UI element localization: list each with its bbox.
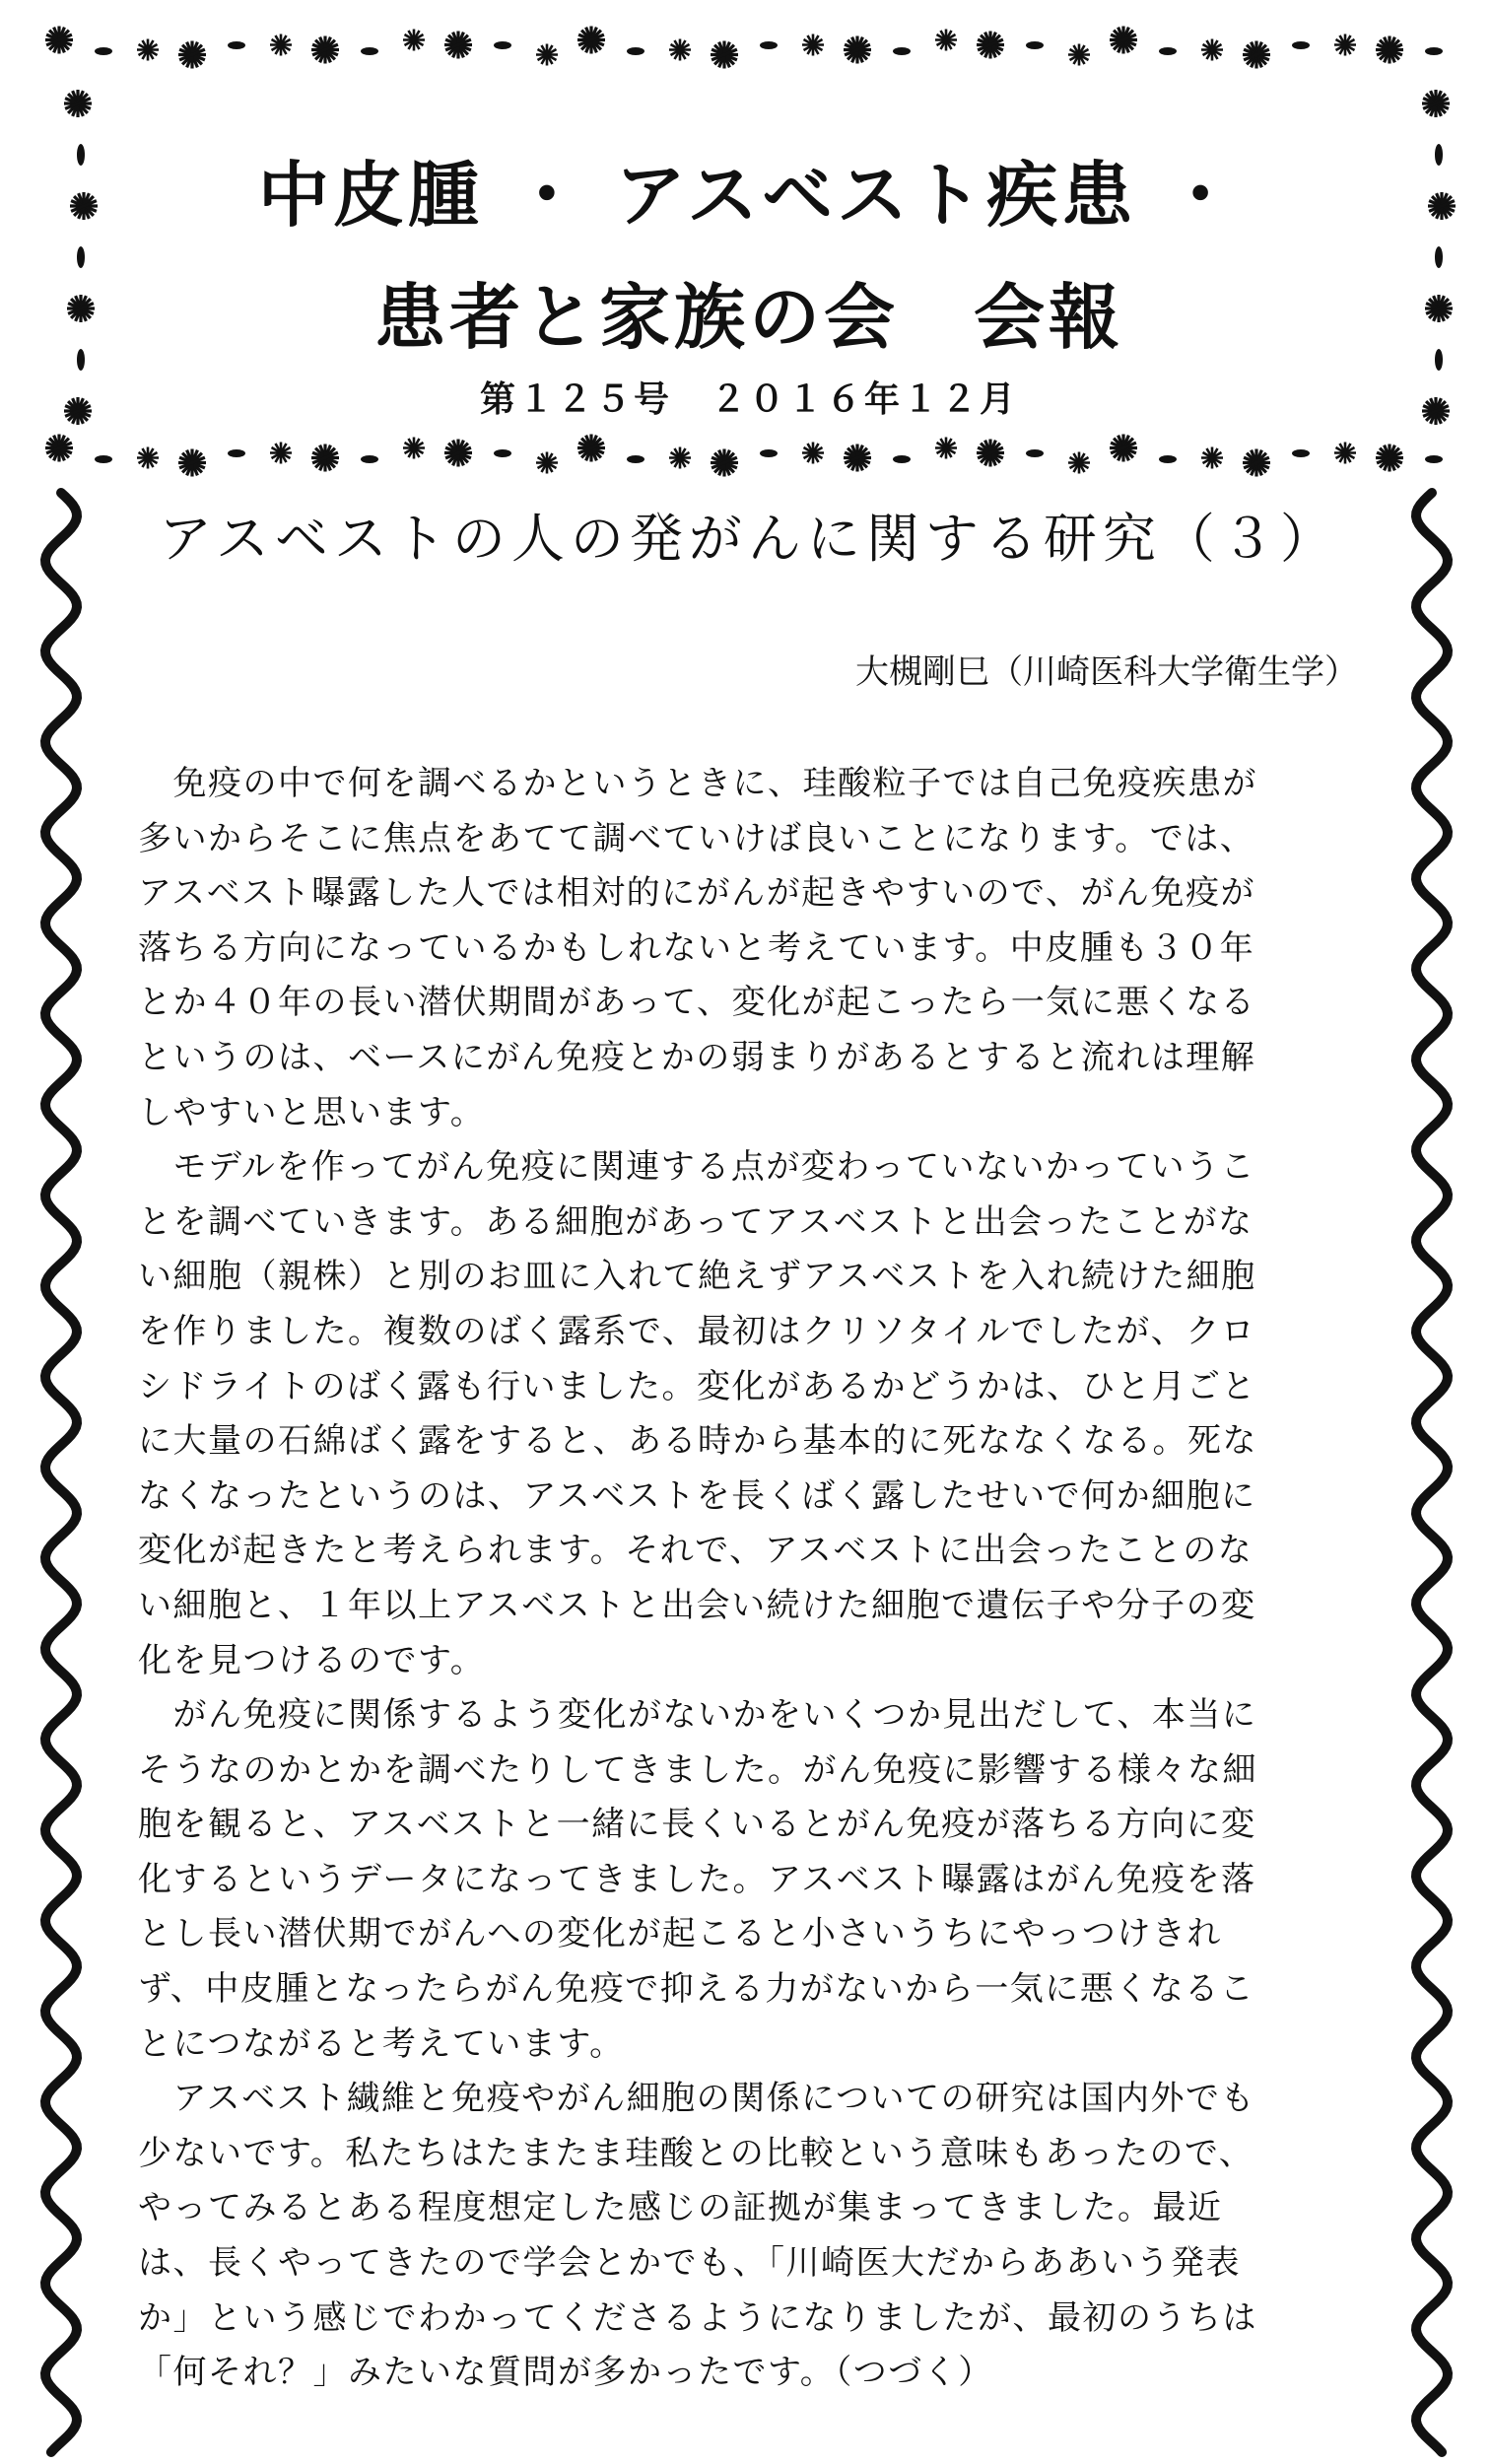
star-ornament — [577, 27, 605, 54]
article-paragraph-1: 免疫の中で何を調べるかというときに、珪酸粒子では自己免疫疾患が 多いからそこに焦点をあてて調べていけば良いことになります。では、 アスベスト曝露した人では相対的にがんが起きやすいので、がん免疫が 落ちる方向になっているかもしれないと考えています。中皮腫も３０年 とか４０年の長い潜伏期間があって、変化が起こったら一気に悪くなる というのは、ベースにがん免疫とかの弱まりがあるとすると流れは理解 しやすいと思います。 — [138, 764, 1257, 1132]
wavy-border-left — [45, 493, 77, 2452]
issue-info: 第１２５号 ２０１６年１２月 — [479, 379, 1018, 420]
star-ornament — [1110, 435, 1137, 462]
dash-ornament — [228, 41, 245, 49]
star-ornament — [67, 295, 95, 322]
star-ornament — [1334, 34, 1356, 56]
dash-ornament — [1026, 449, 1044, 457]
dash-ornament — [77, 246, 85, 268]
star-ornament — [977, 440, 1004, 467]
star-ornament — [70, 192, 98, 220]
star-ornament — [45, 435, 73, 462]
dash-ornament — [1159, 47, 1177, 55]
dash-ornament — [1435, 246, 1443, 268]
star-ornament — [311, 36, 339, 64]
star-ornament — [178, 41, 206, 69]
dash-ornament — [1026, 41, 1044, 49]
dash-ornament — [893, 455, 911, 463]
dash-ornament — [1435, 349, 1443, 371]
article-title: アスベストの人の発がんに関する研究（３） — [159, 508, 1339, 570]
star-ornament — [1376, 36, 1403, 64]
star-ornament — [1425, 295, 1453, 322]
star-ornament — [270, 443, 292, 464]
star-ornament — [935, 30, 957, 51]
star-ornament — [444, 440, 472, 467]
star-ornament — [1068, 44, 1090, 66]
star-ornament — [1201, 447, 1223, 469]
dash-ornament — [494, 41, 511, 49]
star-ornament — [270, 34, 292, 56]
star-ornament — [1110, 27, 1137, 54]
dash-ornament — [1292, 41, 1310, 49]
star-ornament — [711, 449, 738, 477]
newsletter-title-line-1: 中皮腫 ・ アスベスト疾患 ・ — [257, 154, 1241, 237]
star-ornament — [311, 445, 339, 472]
star-ornament — [1201, 39, 1223, 61]
star-ornament — [844, 445, 871, 472]
dash-ornament — [760, 449, 778, 457]
article-body — [138, 757, 1385, 2401]
dash-ornament — [627, 455, 644, 463]
star-ornament — [536, 44, 558, 66]
star-ornament — [1422, 90, 1450, 117]
star-ornament — [403, 30, 425, 51]
star-ornament — [536, 452, 558, 474]
dash-ornament — [361, 455, 378, 463]
article-paragraph-2: モデルを作ってがん免疫に関連する点が変わっていないかっていうこ とを調べていきます。ある細胞があってアスベストと出会ったことがな い細胞（親株）と別のお皿に入れて絶えずアスベストを入れ続けた細胞 を作りました。複数のばく露系で、最初はクリソタイルでしたが、クロ シドライトのばく露も行いました。変化があるかどうかは、ひと月ごと に大量の石綿ばく露をすると、ある時から基本的に死ななくなる。死な なくなったというのは、アスベストを長くばく露したせいで何か細胞に 変化が起きたと考えられます。それで、アスベストに出会ったことのな い細胞と、１年以上アスベストと出会い続けた細胞で遺伝子や分子の変 化を見つけるのです。 — [138, 1147, 1257, 1680]
article-author: 大槻剛巳（川崎医科大学衛生学） — [855, 652, 1358, 692]
dash-ornament — [1425, 455, 1443, 463]
star-ornament — [1334, 443, 1356, 464]
star-ornament — [935, 438, 957, 459]
star-ornament — [711, 41, 738, 69]
star-ornament — [844, 36, 871, 64]
star-ornament — [178, 449, 206, 477]
dash-ornament — [228, 449, 245, 457]
masthead — [148, 148, 1350, 422]
dash-ornament — [1159, 455, 1177, 463]
star-ornament — [669, 447, 691, 469]
star-ornament — [45, 27, 73, 54]
article-paragraph-3: がん免疫に関係するよう変化がないかをいくつか見出だして、本当に そうなのかとかを調べたりしてきました。がん免疫に影響する様々な細 胞を観ると、アスベストと一緒に長くいるとがん免疫が落ちる方向に変 化するというデータになってきました。アスベスト曝露はがん免疫を落 とし長い潜伏期でがんへの変化が起こると小さいうちにやっつけきれ ず、中皮腫となったらがん免疫で抑える力がないから一気に悪くなるこ とにつながると考えています。 — [138, 1695, 1257, 2064]
star-ornament — [1428, 192, 1456, 220]
star-ornament — [669, 39, 691, 61]
star-ornament — [137, 39, 159, 61]
star-ornament — [1243, 449, 1270, 477]
star-ornament — [137, 447, 159, 469]
dash-ornament — [494, 449, 511, 457]
dash-ornament — [95, 455, 112, 463]
newsletter-title-line-2: 患者と家族の会 会報 — [373, 276, 1123, 359]
dash-ornament — [627, 47, 644, 55]
star-ornament — [1376, 445, 1403, 472]
dash-ornament — [77, 144, 85, 166]
star-ornament — [64, 90, 92, 117]
dash-ornament — [1425, 47, 1443, 55]
star-ornament — [1243, 41, 1270, 69]
star-ornament — [977, 32, 1004, 59]
wavy-border-right — [1416, 493, 1448, 2452]
star-ornament — [403, 438, 425, 459]
star-ornament — [1068, 452, 1090, 474]
star-ornament — [1422, 397, 1450, 425]
dash-ornament — [95, 47, 112, 55]
dash-ornament — [1435, 144, 1443, 166]
dash-ornament — [361, 47, 378, 55]
dash-ornament — [1292, 449, 1310, 457]
article-paragraph-4: アスベスト繊維と免疫やがん細胞の関係についての研究は国内外でも 少ないです。私たちはたまたま珪酸との比較という意味もあったので、 やってみるとある程度想定した感じの証拠が集まってきました。最近 は、長くやってきたので学会とかでも、「川崎医大だからああいう発表 か」という感じでわかってくださるようになりましたが、最初のうちは 「何それ？」みたいな質問が多かったです。（つづく） — [138, 2079, 1257, 2393]
star-ornament — [802, 34, 824, 56]
star-ornament — [444, 32, 472, 59]
dash-ornament — [893, 47, 911, 55]
star-ornament — [802, 443, 824, 464]
star-ornament — [577, 435, 605, 462]
dash-ornament — [77, 349, 85, 371]
star-ornament — [64, 397, 92, 425]
dash-ornament — [760, 41, 778, 49]
